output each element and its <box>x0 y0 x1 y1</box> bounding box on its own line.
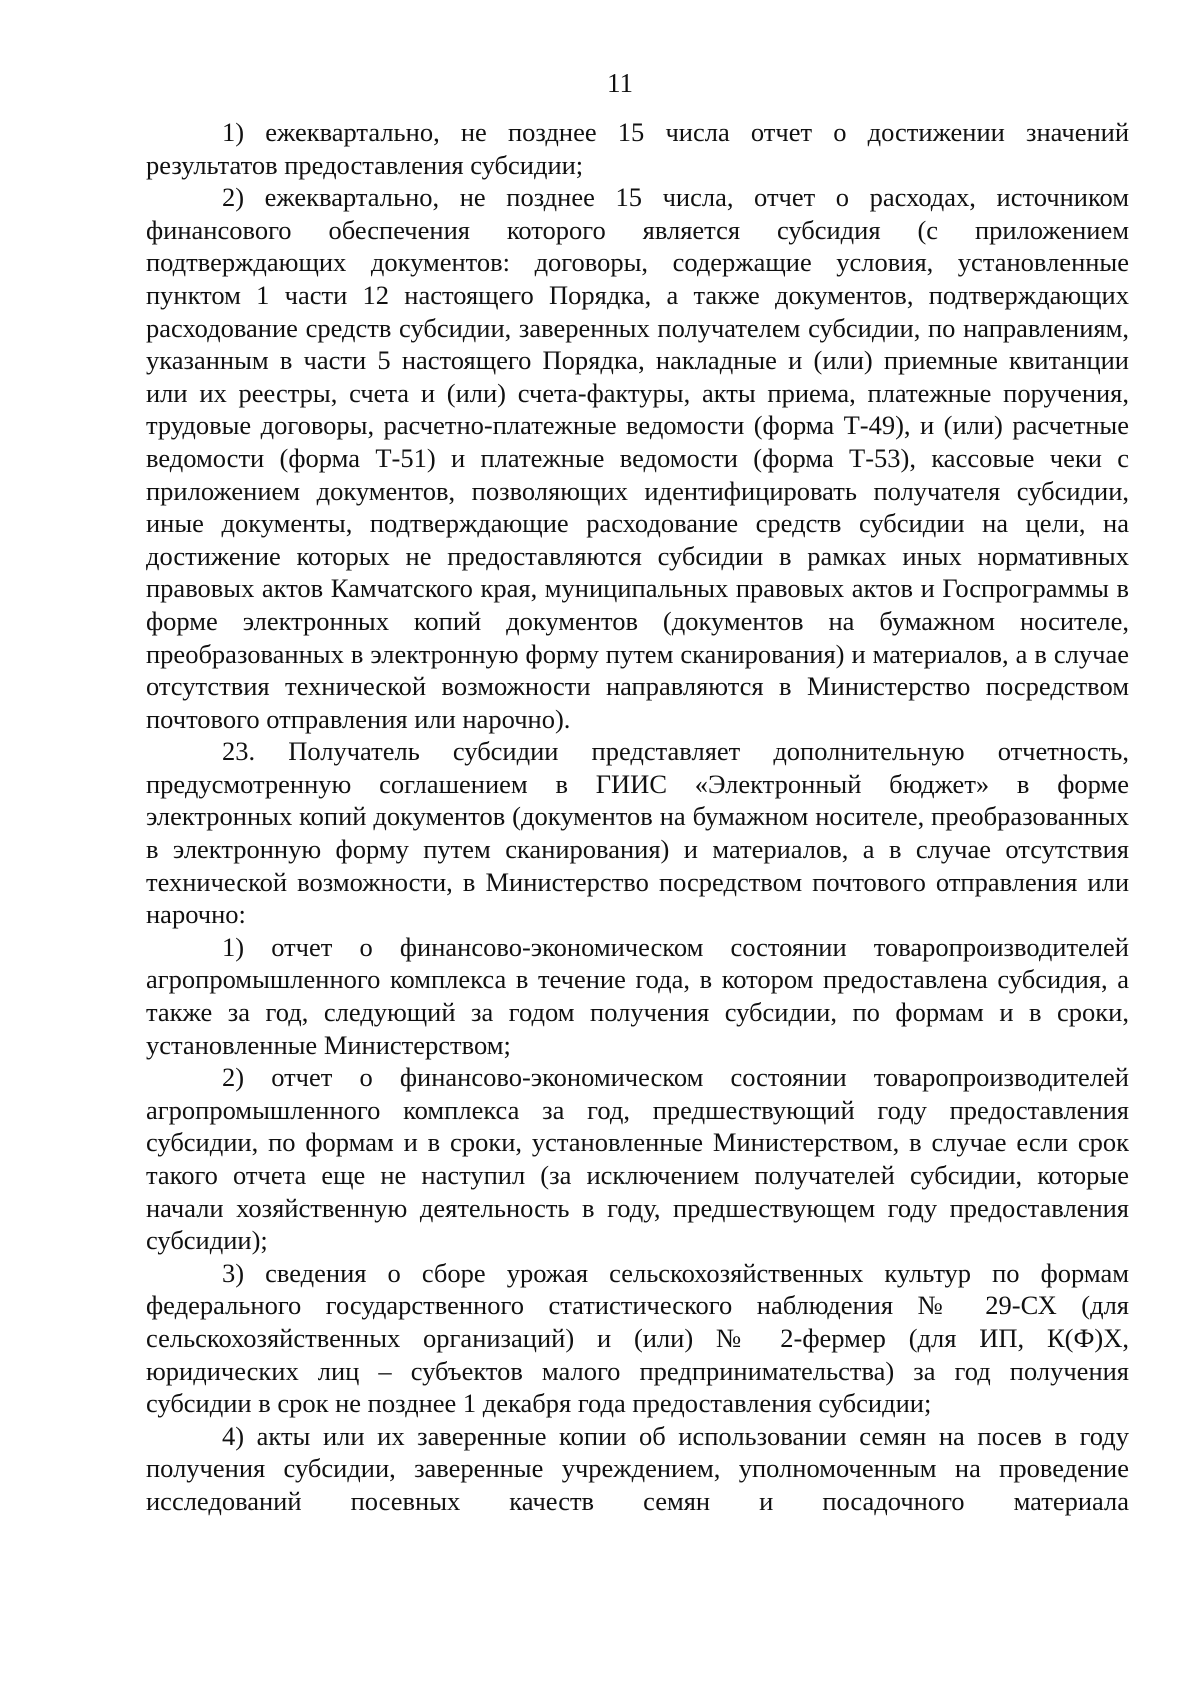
document-body <box>146 116 1129 1518</box>
paragraph-item-3-harvest-information: 3) сведения о сборе урожая сельскохозяйственных культур по формам федерального государственного статистического наблюдения № 29-СХ (для сельскохозяйственных организаций) и (или) № 2-фермер (для ИП, К(Ф)Х, юридических лиц – субъектов малого предпринимательства) за год получения субсидии в срок не позднее 1 декабря года предоставления субсидии; <box>146 1257 1129 1419</box>
paragraph-item-2-financial-report-previous-year: 2) отчет о финансово-экономическом состоянии товаропроизводителей агропромышленного комплекса за год, предшествующий году предоставления субсидии, по формам и в сроки, установленные Министерством, в случае если срок такого отчета еще не наступил (за исключением получателей субсидии, которые начали хозяйственную деятельность в году, предшествующем году предоставления субсидии); <box>146 1062 1129 1256</box>
paragraph-item-1-quarterly-results-report: 1) ежеквартально, не позднее 15 числа отчет о достижении значений результатов предоставления субсидии; <box>146 117 1129 180</box>
paragraph-item-2-quarterly-expenses-report: 2) ежеквартально, не позднее 15 числа, отчет о расходах, источником финансового обеспечения которого является субсидия (с приложением подтверждающих документов: договоры, содержащие условия, установленные пунктом 1 части 12 настоящего Порядка, а также документов, подтверждающих расходование средств субсидии, заверенных получателем субсидии, по направлениям, указанным в части 5 настоящего Порядка, накладные и (или) приемные квитанции или их реестры, счета и (или) счета-фактуры, акты приема, платежные поручения, трудовые договоры, расчетно-платежные ведомости (форма Т-49), и (или) расчетные ведомости (форма Т-51) и платежные ведомости (форма Т-53), кассовые чеки с приложением документов, позволяющих идентифицировать получателя субсидии, иные документы, подтверждающие расходование средств субсидии на цели, на достижение которых не предоставляются субсидии в рамках иных нормативных правовых актов Камчатского края, муниципальных правовых актов и Госпрограммы в форме электронных копий документов (документов на бумажном носителе, преобразованных в электронную форму путем сканирования) и материалов, а в случае отсутствия технической возможности направляются в Министерство посредством почтового отправления или нарочно). <box>146 182 1129 734</box>
paragraph-section-23-additional-reporting: 23. Получатель субсидии представляет дополнительную отчетность, предусмотренную соглашением в ГИИС «Электронный бюджет» в форме электронных копий документов (документов на бумажном носителе, преобразованных в электронную форму путем сканирования) и материалов, а в случае отсутствия технической возможности, в Министерство посредством почтового отправления или нарочно: <box>146 736 1129 930</box>
paragraph-item-4-seed-usage-acts: 4) акты или их заверенные копии об использовании семян на посев в году получения субсидии, заверенные учреждением, уполномоченным на проведение исследований посевных качеств семян и посадочного материала <box>146 1420 1129 1516</box>
paragraph-item-1-financial-report-current-year: 1) отчет о финансово-экономическом состоянии товаропроизводителей агропромышленного комплекса в течение года, в котором предоставлена субсидия, а также за год, следующий за годом получения субсидии, по формам и в сроки, установленные Министерством; <box>146 931 1129 1060</box>
page-number: 11 <box>607 68 633 98</box>
